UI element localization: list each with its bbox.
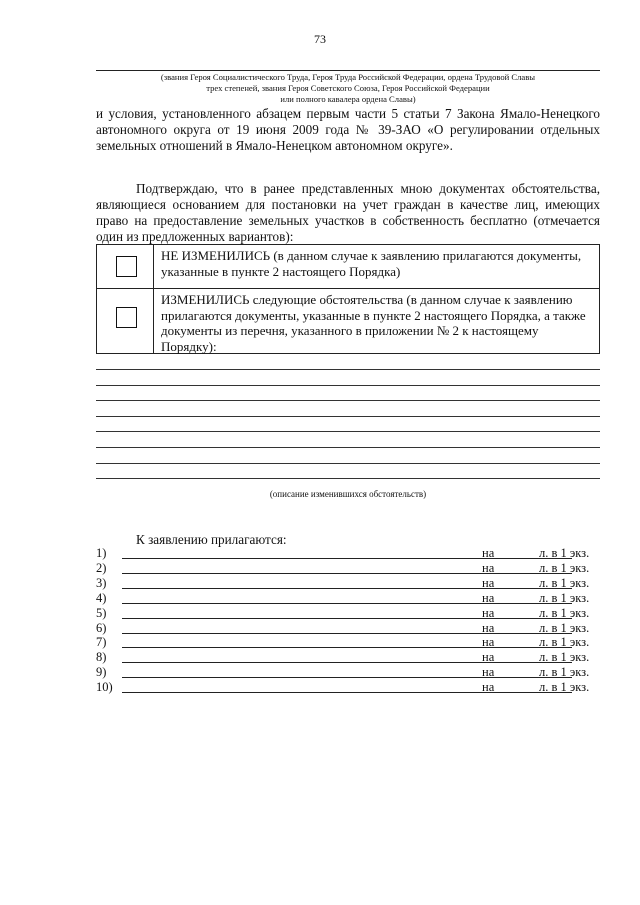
option-checkbox-cell [97, 289, 154, 354]
footnote-line-2: трех степеней, звания Героя Советского Союза, Героя Российской Федерации [206, 83, 490, 93]
attachment-row [96, 621, 600, 636]
attachment-name-field[interactable] [122, 558, 572, 559]
changes-blank-line[interactable] [96, 431, 600, 432]
attachment-name-field[interactable] [122, 618, 572, 619]
unchanged-checkbox[interactable] [116, 256, 137, 277]
attachment-na-label: на [482, 635, 495, 650]
changes-blank-line[interactable] [96, 478, 600, 479]
attachment-row [96, 635, 600, 650]
attachment-row [96, 561, 600, 576]
attachment-copies-label: л. в 1 экз. [539, 560, 590, 575]
attachment-number: 5) [96, 605, 107, 620]
attachment-row [96, 546, 600, 561]
changes-blank-line[interactable] [96, 463, 600, 464]
paragraph-conditions: и условия, установленного абзацем первым части 5 статьи 7 Закона Ямало-Ненецкого автономного округа от 19 июня 2009 года № 39-ЗАО «О регулировании отдельных земельных отношений в Ямало-Ненецком автономном округе». [96, 106, 600, 153]
attachment-copies-label: л. в 1 экз. [539, 680, 590, 695]
attachment-na-label: на [482, 605, 495, 620]
changes-blank-line[interactable] [96, 400, 600, 401]
attachment-copies-label: л. в 1 экз. [539, 575, 590, 590]
footnote-rule [96, 70, 600, 71]
changes-caption: (описание изменившихся обстоятельств) [269, 489, 427, 499]
attachment-row [96, 665, 600, 680]
changes-blank-line[interactable] [96, 416, 600, 417]
option-checkbox-cell [97, 245, 154, 288]
attachment-copies-label: л. в 1 экз. [539, 620, 590, 635]
attachment-pages-field[interactable] [507, 647, 533, 648]
footnote-line-1: (звания Героя Социалистического Труда, Героя Труда Российской Федерации, ордена Трудовой Славы [160, 72, 536, 82]
attachment-name-field[interactable] [122, 647, 572, 648]
page-number: 73 [314, 32, 326, 46]
option-row-changed [97, 289, 599, 354]
attachment-number: 4) [96, 590, 107, 605]
attachment-name-field[interactable] [122, 588, 572, 589]
footnote [96, 72, 600, 105]
attachment-pages-field[interactable] [507, 692, 533, 693]
attachment-copies-label: л. в 1 экз. [539, 665, 590, 680]
attachment-copies-label: л. в 1 экз. [539, 605, 590, 620]
attachment-row [96, 591, 600, 606]
attachment-number: 3) [96, 575, 107, 590]
attachment-na-label: на [482, 575, 495, 590]
attachment-pages-field[interactable] [507, 603, 533, 604]
attachment-name-field[interactable] [122, 573, 572, 574]
paragraph-confirmation: Подтверждаю, что в ранее представленных мною документах обстоятельства, являющиеся основанием для постановки на учет граждан в качестве лиц, имеющих право на предоставление земельных участков в собственность бесплатно (отмечается один из предложенных вариантов): [96, 181, 600, 244]
attachment-na-label: на [482, 560, 495, 575]
attachment-number: 10) [96, 680, 113, 695]
changes-blank-line[interactable] [96, 447, 600, 448]
attachment-pages-field[interactable] [507, 618, 533, 619]
attachment-name-field[interactable] [122, 603, 572, 604]
attachment-row [96, 576, 600, 591]
attachment-row [96, 606, 600, 621]
attachment-copies-label: л. в 1 экз. [539, 635, 590, 650]
attachment-name-field[interactable] [122, 633, 572, 634]
attachment-na-label: на [482, 546, 495, 560]
footnote-line-3: или полного кавалера ордена Славы) [280, 94, 416, 104]
changed-checkbox[interactable] [116, 307, 137, 328]
attachment-na-label: на [482, 680, 495, 695]
attachment-number: 6) [96, 620, 107, 635]
attachment-number: 7) [96, 635, 107, 650]
attachment-pages-field[interactable] [507, 588, 533, 589]
options-table [96, 244, 600, 354]
attachment-pages-field[interactable] [507, 633, 533, 634]
attachment-na-label: на [482, 650, 495, 665]
attachment-name-field[interactable] [122, 692, 572, 693]
attachment-na-label: на [482, 620, 495, 635]
option-text-changed: ИЗМЕНИЛИСЬ следующие обстоятельства (в данном случае к заявлению прилагаются документы, указанные в пункте 2 настоящего Порядка, а также документы из перечня, указанного в приложении № 2 к настоящему Порядку): [161, 292, 586, 354]
attachments-heading: К заявлению прилагаются: [136, 532, 287, 547]
attachment-copies-label: л. в 1 экз. [539, 590, 590, 605]
attachment-copies-label: л. в 1 экз. [539, 650, 590, 665]
attachment-pages-field[interactable] [507, 662, 533, 663]
attachment-number: 9) [96, 665, 107, 680]
attachment-pages-field[interactable] [507, 677, 533, 678]
option-row-unchanged [97, 245, 599, 289]
changes-blank-line[interactable] [96, 385, 600, 386]
attachment-na-label: на [482, 590, 495, 605]
attachment-name-field[interactable] [122, 677, 572, 678]
attachment-na-label: на [482, 665, 495, 680]
attachment-number: 2) [96, 560, 107, 575]
attachment-number: 1) [96, 546, 107, 560]
attachment-pages-field[interactable] [507, 558, 533, 559]
attachment-name-field[interactable] [122, 662, 572, 663]
option-text-unchanged: НЕ ИЗМЕНИЛИСЬ (в данном случае к заявлению прилагаются документы, указанные в пункте 2 настоящего Порядка) [161, 248, 582, 279]
attachment-number: 8) [96, 650, 107, 665]
attachment-row [96, 650, 600, 665]
attachment-row [96, 680, 600, 695]
changes-blank-line[interactable] [96, 369, 600, 370]
attachment-pages-field[interactable] [507, 573, 533, 574]
attachment-copies-label: л. в 1 экз. [539, 546, 590, 560]
